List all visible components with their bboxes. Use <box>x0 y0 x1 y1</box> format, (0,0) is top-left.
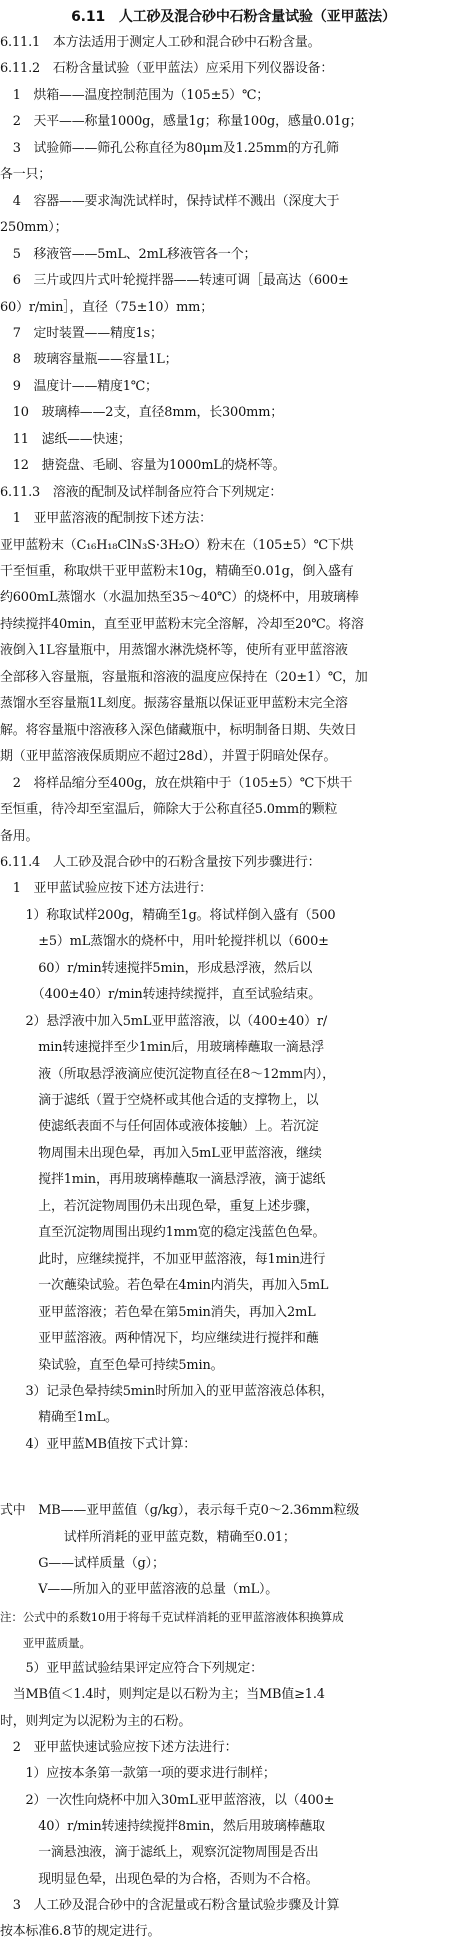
text-line: 解。将容量瓶中溶液移入深色储藏瓶中，标明制备日期、失效日 <box>0 722 357 738</box>
text-line: 一次蘸染试验。若色晕在4min内消失，再加入5mL <box>0 1278 329 1294</box>
text-line: 60）r/min］，直径（75±10）mm； <box>0 299 213 315</box>
text-line: 式中 MB——亚甲蓝值（g/kg），表示每千克0～2.36mm粒级 <box>0 1503 360 1519</box>
text-line: 滴于滤纸（置于空烧杯或其他合适的支撑物上，以 <box>0 1093 319 1108</box>
text-line: 干至恒重，称取烘干亚甲蓝粉末10g，精确至0.01g，倒入盛有 <box>0 564 354 579</box>
text-line: 9 温度计——精度1℃； <box>0 378 158 394</box>
text-line: 搅拌1min，再用玻璃棒蘸取一滴悬浮液，滴于滤纸 <box>0 1172 326 1188</box>
text-line: 250mm）； <box>0 220 68 236</box>
text-line: （400±40）r/min转速持续搅拌，直至试验结束。 <box>0 987 321 1003</box>
text-line: 一滴悬浊液，滴于滤纸上，观察沉淀物周围是否出 <box>0 1845 319 1861</box>
text-line: 60）r/min转速搅拌5min，形成悬浮液，然后以 <box>0 960 313 976</box>
text-line: 染试验，直至色晕可持续5min。 <box>0 1357 224 1373</box>
text-line: 4 容器——要求淘洗试样时，保持试样不溅出（深度大于 <box>0 193 340 209</box>
text-line: 亚甲蓝质量。 <box>0 1635 91 1650</box>
text-line: 全部移入容量瓶，容量瓶和溶液的温度应保持在（20±1）℃，加 <box>0 669 368 685</box>
text-line: 上，若沉淀物周围仍未出现色晕，重复上述步骤， <box>0 1198 319 1214</box>
text-line: 4）亚甲蓝MB值按下式计算： <box>0 1436 197 1452</box>
text-line: 3 试验筛——筛孔公称直径为80μm及1.25mm的方孔筛 <box>0 140 339 156</box>
text-line: 2 亚甲蓝快速试验应按下述方法进行： <box>0 1740 238 1755</box>
text-line: 6 三片或四片式叶轮搅拌器——转速可调［最高达（600± <box>0 273 349 289</box>
text-line: 持续搅拌40min，直至亚甲蓝粉末完全溶解，冷却至20℃。将溶 <box>0 616 364 632</box>
text-line: 液倒入1L容量瓶中，用蒸馏水淋洗烧杯等，使所有亚甲蓝溶液 <box>0 643 348 659</box>
text-line: 1 烘箱——温度控制范围为（105±5）℃； <box>0 87 270 103</box>
text-line: 1）称取试样200g，精确至1g。将试样倒入盛有（500 <box>0 907 336 923</box>
text-line: 备用。 <box>0 828 39 844</box>
text-line: 7 定时装置——精度1s； <box>0 325 163 341</box>
text-line: 期（亚甲蓝溶液保质期应不超过28d），并置于阴暗处保存。 <box>0 749 337 765</box>
text-line: 6.11.2 石粉含量试验（亚甲蓝法）应采用下列仪器设备： <box>0 61 334 77</box>
text-line: 此时，应继续搅拌，不加亚甲蓝溶液，每1min进行 <box>0 1251 326 1267</box>
text-line: 3 人工砂及混合砂中的含泥量或石粉含量试验步骤及计算 <box>0 1897 340 1913</box>
text-line: 时，则判定为以泥粉为主的石粉。 <box>0 1713 192 1729</box>
text-line: 当MB值＜1.4时，则判定是以石粉为主；当MB值≥1.4 <box>0 1687 325 1703</box>
text-line: 2）悬浮液中加入5mL亚甲蓝溶液，以（400±40）r/ <box>0 1013 328 1029</box>
text-line: 约600mL蒸馏水（水温加热至35～40℃）的烧杯中，用玻璃棒 <box>0 590 359 606</box>
text-line: V——所加入的亚甲蓝溶液的总量（mL）。 <box>0 1582 279 1598</box>
text-line: 亚甲蓝溶液；若色晕在第5min消失，再加入2mL <box>0 1304 316 1320</box>
text-line: 现明显色晕，出现色晕的为合格，否则为不合格。 <box>0 1871 319 1887</box>
text-line: 2）一次性向烧杯中加入30mL亚甲蓝溶液，以（400± <box>0 1792 335 1808</box>
text-line: 5）亚甲蓝试验结果评定应符合下列规定： <box>0 1661 263 1677</box>
section-title: 6.11 人工砂及混合砂中石粉含量试验（亚甲蓝法） <box>71 9 396 25</box>
text-line: 蒸馏水至容量瓶1L刻度。振荡容量瓶以保证亚甲蓝粉末完全溶 <box>0 696 348 712</box>
formula-6-11-4 <box>0 1458 467 1498</box>
text-line: 6.11.4 人工砂及混合砂中的石粉含量按下列步骤进行： <box>0 854 321 870</box>
text-line: 3）记录色晕持续5min时所加入的亚甲蓝溶液总体积， <box>0 1383 334 1399</box>
text-line: 1 亚甲蓝溶液的配制按下述方法： <box>0 511 212 527</box>
text-line: 2 天平——称量1000g，感量1g；称量100g，感量0.01g； <box>0 114 363 130</box>
text-line: 11 滤纸——快速； <box>0 431 131 447</box>
text-line: 液（所取悬浮液滴应使沉淀物直径在8～12mm内）， <box>0 1066 335 1082</box>
text-line: ±5）mL蒸馏水的烧杯中，用叶轮搅拌机以（600± <box>0 934 329 950</box>
text-line: 1 亚甲蓝试验应按下述方法进行： <box>0 881 212 897</box>
text-line: 使滤纸表面不与任何固体或液体接触）上。若沉淀 <box>0 1119 319 1135</box>
text-line: 按本标准6.8节的规定进行。 <box>0 1924 161 1940</box>
text-line: 6.11.1 本方法适用于测定人工砂和混合砂中石粉含量。 <box>0 35 321 50</box>
text-line: 直至沉淀物周围出现约1mm宽的稳定浅蓝色色晕。 <box>0 1225 326 1241</box>
text-line: G——试样质量（g）； <box>0 1555 165 1571</box>
text-line: 2 将样品缩分至400g，放在烘箱中于（105±5）℃下烘干 <box>0 775 353 791</box>
text-line: 注：公式中的系数10用于将每千克试样消耗的亚甲蓝溶液体积换算成 <box>0 1609 344 1624</box>
text-line: 6.11.3 溶液的配制及试样制备应符合下列规定： <box>0 484 283 500</box>
text-line: 40）r/min转速持续搅拌8min，然后用玻璃棒蘸取 <box>0 1818 325 1834</box>
text-line: 10 玻璃棒——2支，直径8mm，长300mm； <box>0 405 284 421</box>
text-line: 亚甲蓝粉末（C₁₆H₁₈ClN₃S·3H₂O）粉末在（105±5）℃下烘 <box>0 537 354 553</box>
text-line: 各一只； <box>0 167 51 183</box>
text-line: 物周围未出现色晕，再加入5mL亚甲蓝溶液，继续 <box>0 1145 322 1161</box>
text-line: 试样所消耗的亚甲蓝克数，精确至0.01； <box>0 1529 296 1545</box>
text-line: min转速搅拌至少1min后，用玻璃棒蘸取一滴悬浮 <box>0 1040 325 1056</box>
text-line: 8 玻璃容量瓶——容量1L； <box>0 352 178 368</box>
text-line: 1）应按本条第一款第一项的要求进行制样； <box>0 1766 276 1782</box>
text-line: 5 移液管——5mL、2mL移液管各一个； <box>0 246 257 262</box>
text-line: 精确至1mL。 <box>0 1410 118 1426</box>
text-line: 12 搪瓷盘、毛刷、容量为1000mL的烧杯等。 <box>0 458 286 474</box>
text-line: 亚甲蓝溶液。两种情况下，均应继续进行搅拌和蘸 <box>0 1331 319 1347</box>
text-line: 至恒重，待冷却至室温后，筛除大于公称直径5.0mm的颗粒 <box>0 802 338 818</box>
